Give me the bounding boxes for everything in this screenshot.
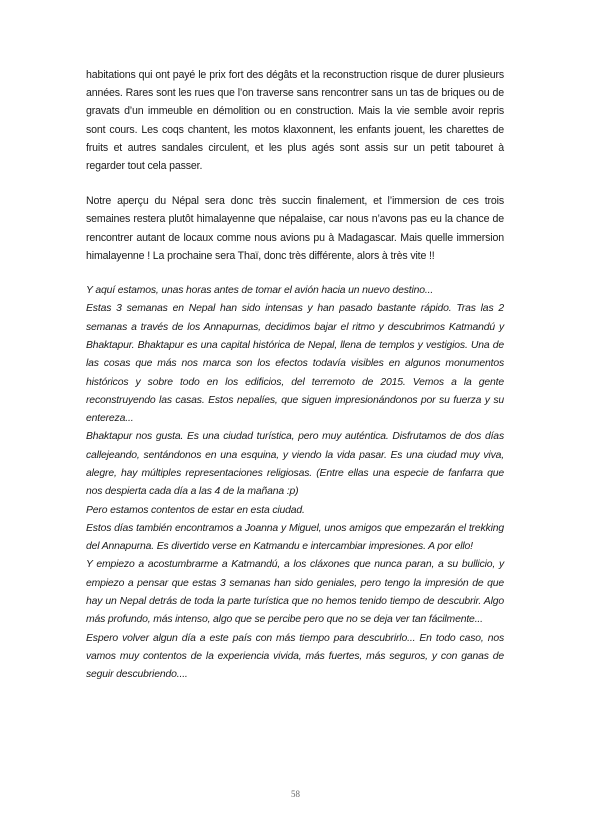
paragraph-spanish-1: Y aquí estamos, unas horas antes de tomar el avión hacia un nuevo destino... xyxy=(86,285,434,297)
page-body xyxy=(86,66,504,685)
paragraph-spanish-4: Pero estamos contentos de estar en esta ciudad. xyxy=(86,504,305,516)
paragraph-french-2: Notre aperçu du Népal sera donc très succin finalement, et l’immersion de ces trois semaines restera plutôt himalayenne que népalaise, car nous n’avons pas eu la chance de rencontrer autant de locaux comme nous avions pu à Madagascar. Mais quelle immersion himalayenne ! La prochaine sera Thaï, donc très différente, alors à très vite !! xyxy=(86,195,504,262)
paragraph-french-1: habitations qui ont payé le prix fort des dégâts et la reconstruction risque de durer plusieurs années. Rares sont les rues que l’on traverse sans rencontrer sans un tas de briques ou de gravats d’un immeuble en démolition ou en construction. Mais la vie semble avoir repris sont cours. Les coqs chantent, les motos klaxonnent, les enfants jouent, les charettes de fruits et autres sandales circulent, et les plus agés sont assis sur un petit tabouret à regarder tout cela passer. xyxy=(86,69,504,173)
paragraph-spanish-5: Estos días también encontramos a Joanna y Miguel, unos amigos que empezarán el trekking del Annapurna. Es divertido verse en Katmandu e intercambiar impresiones. A por ello! xyxy=(86,522,504,553)
paragraph-spanish-3: Bhaktapur nos gusta. Es una ciudad turística, pero muy auténtica. Disfrutamos de dos días callejeando, sentándonos en una esquina, y viendo la vida pasar. Es una ciudad muy viva, alegre, hay múltiples representaciones religiosas. (Entre ellas una especie de fanfarra que nos despierta cada día a las 4 de la mañana :p) xyxy=(86,431,504,498)
spanish-section xyxy=(86,282,504,685)
paragraph-spanish-7: Espero volver algun día a este país con más tiempo para descubrirlo... En todo caso, nos vamos muy contentos de la experiencia vivida, más fuertes, más seguros, y con ganas de seguir descubriendo.... xyxy=(86,632,504,681)
page-number: 58 xyxy=(291,789,300,799)
paragraph-spanish-6: Y empiezo a acostumbrarme a Katmandú, a los cláxones que nunca paran, a su bullicio, y empiezo a pensar que estas 3 semanas han sido geniales, pero tengo la impresión de que hay un Nepal detrás de toda la parte turística que no hemos tenido tiempo de descubrir. Algo más profundo, más intenso, algo que se percibe pero que no se deja ver tan fácilmente... xyxy=(86,559,504,626)
paragraph-spanish-2: Estas 3 semanas en Nepal han sido intensas y han pasado bastante rápido. Tras las 2 semanas a través de los Annapurnas, decidimos bajar el ritmo y descubrimos Katmandú y Bhaktapur. Bhaktapur es una capital histórica de Nepal, llena de templos y vestigios. Una de las cosas que más nos marca son los efectos todavía visibles en algunos monumentos históricos y sobre todo en los edificios, del terremoto de 2015. Vemos a la gente reconstruyendo las casas. Estos nepalíes, que siguen impresionándonos por su fuerza y su entereza... xyxy=(86,303,504,425)
